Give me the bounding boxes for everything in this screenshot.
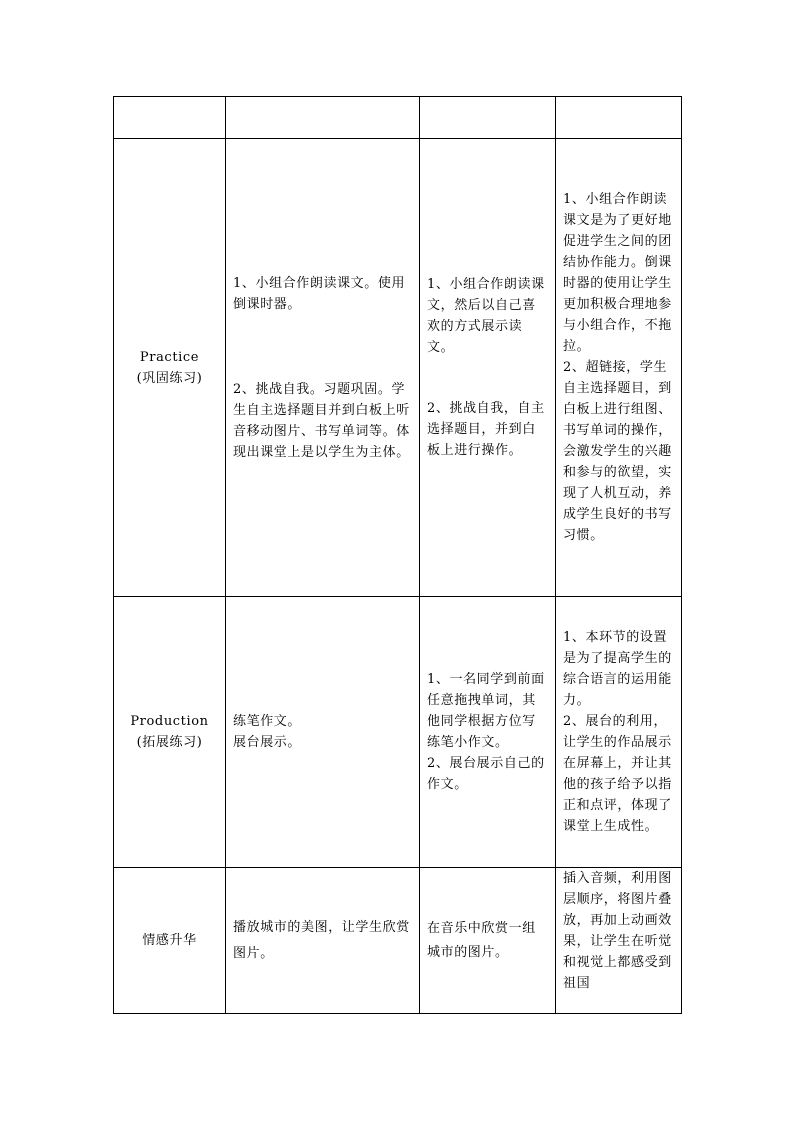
- design-purpose-text: 2、展台的利用，让学生的作品展示在屏幕上，并让其他的孩子给予以指正和点评，体现了课堂上生成性。: [563, 714, 672, 834]
- stage-subtitle: (拓展练习): [136, 735, 203, 750]
- design-purpose-text: 1、本环节的设置是为了提高学生的综合语言的运用能力。: [563, 630, 672, 708]
- student-activity-cell: [420, 597, 556, 868]
- stage-subtitle: (巩固练习): [136, 370, 203, 386]
- design-purpose-text: 2、超链接，学生自主选择题目，到白板上进行组图、书写单词的操作，会激发学生的兴趣和参与的欲望，实现了人机互动，养成学生良好的书写习惯。: [563, 360, 672, 543]
- table-row: [114, 139, 682, 597]
- stage-cell: [114, 139, 226, 597]
- table-row: [114, 868, 682, 1014]
- stage-name: Production: [130, 714, 209, 729]
- stage-name: Practice: [139, 349, 200, 365]
- table-row: [114, 97, 682, 139]
- teacher-activity-text: 1、小组合作朗读课文。使用倒课时器。: [233, 275, 406, 312]
- teacher-activity-text: 练笔作文。: [233, 714, 302, 729]
- student-activity-cell: [420, 139, 556, 597]
- teacher-activity-text: 播放城市的美图，让学生欣赏图片。: [233, 919, 410, 961]
- design-purpose-text: 1、小组合作朗读课文是为了更好地促进学生之间的团结协作能力。倒课时器的使用让学生更加积极合理地参与小组合作，不拖拉。: [563, 192, 672, 354]
- teacher-activity-cell: [226, 139, 420, 597]
- student-activity-cell: [420, 97, 556, 139]
- teacher-activity-cell: [226, 868, 420, 1014]
- student-activity-text: 在音乐中欣赏一组城市的图片。: [427, 920, 536, 960]
- design-purpose-cell: [556, 97, 682, 139]
- design-purpose-cell: [556, 597, 682, 868]
- design-purpose-text: 插入音频，利用图层顺序，将图片叠放，再加上动画效果，让学生在听觉和视觉上都感受到祖国: [563, 871, 672, 991]
- stage-name: 情感升华: [142, 933, 197, 948]
- student-activity-text: 1、小组合作朗读课文，然后以自己喜欢的方式展示读文。: [427, 277, 545, 355]
- stage-cell: [114, 97, 226, 139]
- stage-cell: [114, 868, 226, 1014]
- lesson-plan-table: [113, 96, 682, 1014]
- stage-cell: [114, 597, 226, 868]
- teacher-activity-text: 2、挑战自我。习题巩固。学生自主选择题目并到白板上听音移动图片、书写单词等。体现出课堂上是以学生为主体。: [233, 381, 410, 460]
- table-row: [114, 597, 682, 868]
- teacher-activity-cell: [226, 97, 420, 139]
- student-activity-text: 1、一名同学到前面任意拖拽单词，其他同学根据方位写练笔小作文。: [427, 672, 545, 750]
- design-purpose-cell: [556, 868, 682, 1014]
- teacher-activity-text: 展台展示。: [233, 735, 302, 750]
- student-activity-text: 2、挑战自我，自主选择题目，并到白板上进行操作。: [427, 401, 545, 458]
- design-purpose-cell: [556, 139, 682, 597]
- teacher-activity-cell: [226, 597, 420, 868]
- student-activity-text: 2、展台展示自己的作文。: [427, 756, 545, 792]
- student-activity-cell: [420, 868, 556, 1014]
